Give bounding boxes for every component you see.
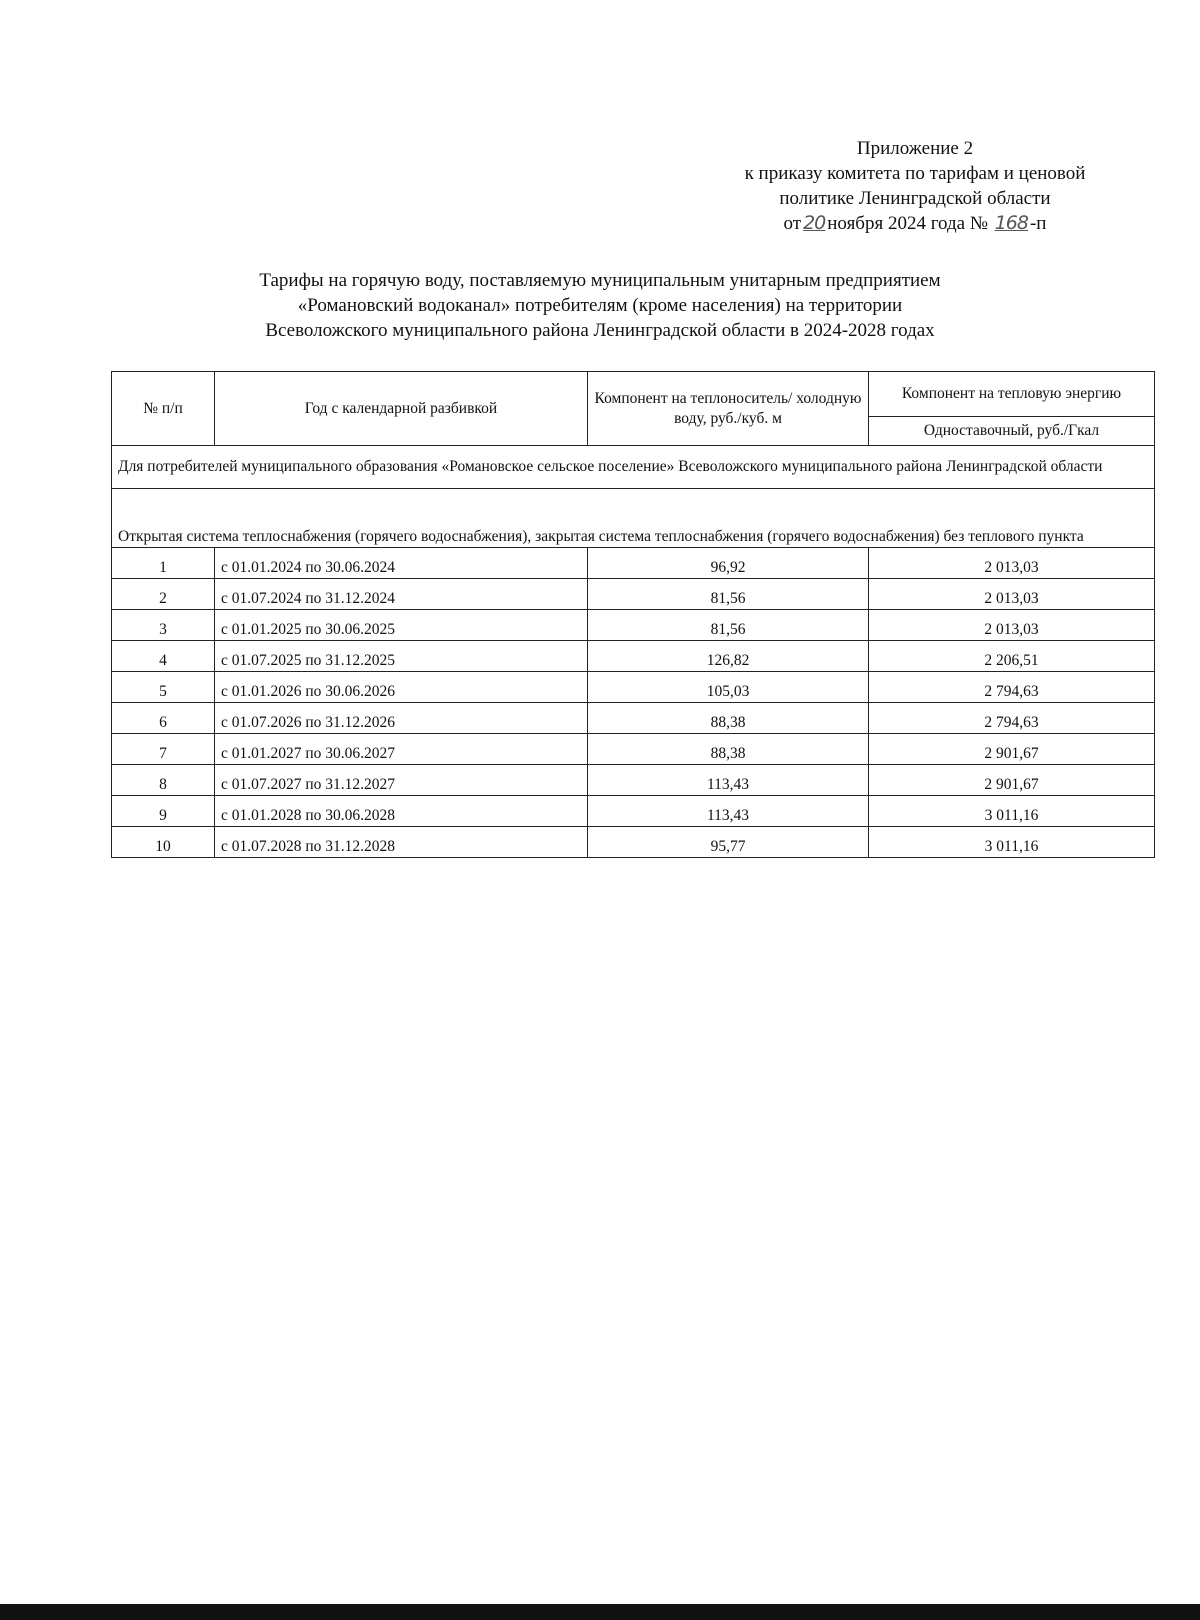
row-coolant-value: 81,56: [588, 610, 869, 641]
row-heat-value: 2 901,67: [869, 765, 1155, 796]
table-row: [112, 672, 1155, 703]
table-row: [112, 703, 1155, 734]
handwritten-order-number: 168: [994, 212, 1028, 234]
date-prefix: от: [783, 213, 802, 234]
row-heat-value: 2 794,63: [869, 703, 1155, 734]
row-coolant-value: 88,38: [588, 703, 869, 734]
row-period: с 01.01.2028 по 30.06.2028: [215, 796, 588, 827]
row-heat-value: 2 901,67: [869, 734, 1155, 765]
row-number: 2: [112, 579, 215, 610]
row-heat-value: 2 013,03: [869, 579, 1155, 610]
row-heat-value: 3 011,16: [869, 827, 1155, 858]
row-period: с 01.01.2026 по 30.06.2026: [215, 672, 588, 703]
row-number: 4: [112, 641, 215, 672]
scan-edge-bar: [0, 1604, 1200, 1620]
row-heat-value: 2 206,51: [869, 641, 1155, 672]
row-period: с 01.01.2025 по 30.06.2025: [215, 610, 588, 641]
row-number: 3: [112, 610, 215, 641]
row-period: с 01.07.2027 по 31.12.2027: [215, 765, 588, 796]
title-line-3: Всеволожского муниципального района Ленинградской области в 2024-2028 годах: [265, 320, 935, 341]
row-coolant-value: 95,77: [588, 827, 869, 858]
table-row: [112, 734, 1155, 765]
document-title: [200, 268, 1000, 343]
order-suffix: -п: [1029, 213, 1047, 234]
section-consumers: Для потребителей муниципального образования «Романовское сельское поселение» Всеволожского муниципального района Ленинградской области: [112, 446, 1155, 489]
title-line-1: Тарифы на горячую воду, поставляемую муниципальным унитарным предприятием: [259, 270, 941, 291]
row-coolant-value: 88,38: [588, 734, 869, 765]
header-number: № п/п: [112, 372, 215, 446]
header-single-rate: Одноставочный, руб./Гкал: [869, 417, 1155, 446]
row-period: с 01.01.2027 по 30.06.2027: [215, 734, 588, 765]
row-period: с 01.07.2026 по 31.12.2026: [215, 703, 588, 734]
row-coolant-value: 126,82: [588, 641, 869, 672]
appendix-committee-line: политике Ленинградской области: [779, 188, 1051, 209]
row-number: 7: [112, 734, 215, 765]
row-coolant-value: 105,03: [588, 672, 869, 703]
header-heat-component: Компонент на тепловую энергию: [869, 372, 1155, 417]
row-number: 8: [112, 765, 215, 796]
row-period: с 01.07.2028 по 31.12.2028: [215, 827, 588, 858]
tariff-table: [111, 371, 1155, 858]
table-row: [112, 641, 1155, 672]
section-heating-system: Открытая система теплоснабжения (горячего водоснабжения), закрытая система теплоснабжения (горячего водоснабжения) без теплового пункта: [112, 489, 1155, 548]
row-number: 5: [112, 672, 215, 703]
row-period: с 01.07.2024 по 31.12.2024: [215, 579, 588, 610]
row-heat-value: 2 794,63: [869, 672, 1155, 703]
date-middle: ноября 2024 года №: [827, 213, 988, 234]
row-coolant-value: 81,56: [588, 579, 869, 610]
title-line-2: «Романовский водоканал» потребителям (кроме населения) на территории: [297, 295, 903, 316]
row-coolant-value: 113,43: [588, 796, 869, 827]
appendix-header: [690, 136, 1140, 236]
row-period: с 01.01.2024 по 30.06.2024: [215, 548, 588, 579]
header-coolant-component: Компонент на теплоноситель/ холодную воду, руб./куб. м: [588, 372, 869, 446]
row-number: 1: [112, 548, 215, 579]
row-number: 10: [112, 827, 215, 858]
table-row: [112, 548, 1155, 579]
table-row: [112, 796, 1155, 827]
table-row: [112, 827, 1155, 858]
row-heat-value: 3 011,16: [869, 796, 1155, 827]
row-number: 9: [112, 796, 215, 827]
handwritten-day: 20: [803, 212, 826, 234]
table-row: [112, 610, 1155, 641]
row-number: 6: [112, 703, 215, 734]
row-heat-value: 2 013,03: [869, 610, 1155, 641]
appendix-date-line: [690, 211, 1140, 236]
table-row: [112, 765, 1155, 796]
table-row: [112, 579, 1155, 610]
row-coolant-value: 113,43: [588, 765, 869, 796]
header-period: Год с календарной разбивкой: [215, 372, 588, 446]
row-coolant-value: 96,92: [588, 548, 869, 579]
row-period: с 01.07.2025 по 31.12.2025: [215, 641, 588, 672]
row-heat-value: 2 013,03: [869, 548, 1155, 579]
appendix-order-line: к приказу комитета по тарифам и ценовой: [744, 163, 1086, 184]
appendix-title: Приложение 2: [856, 138, 974, 159]
